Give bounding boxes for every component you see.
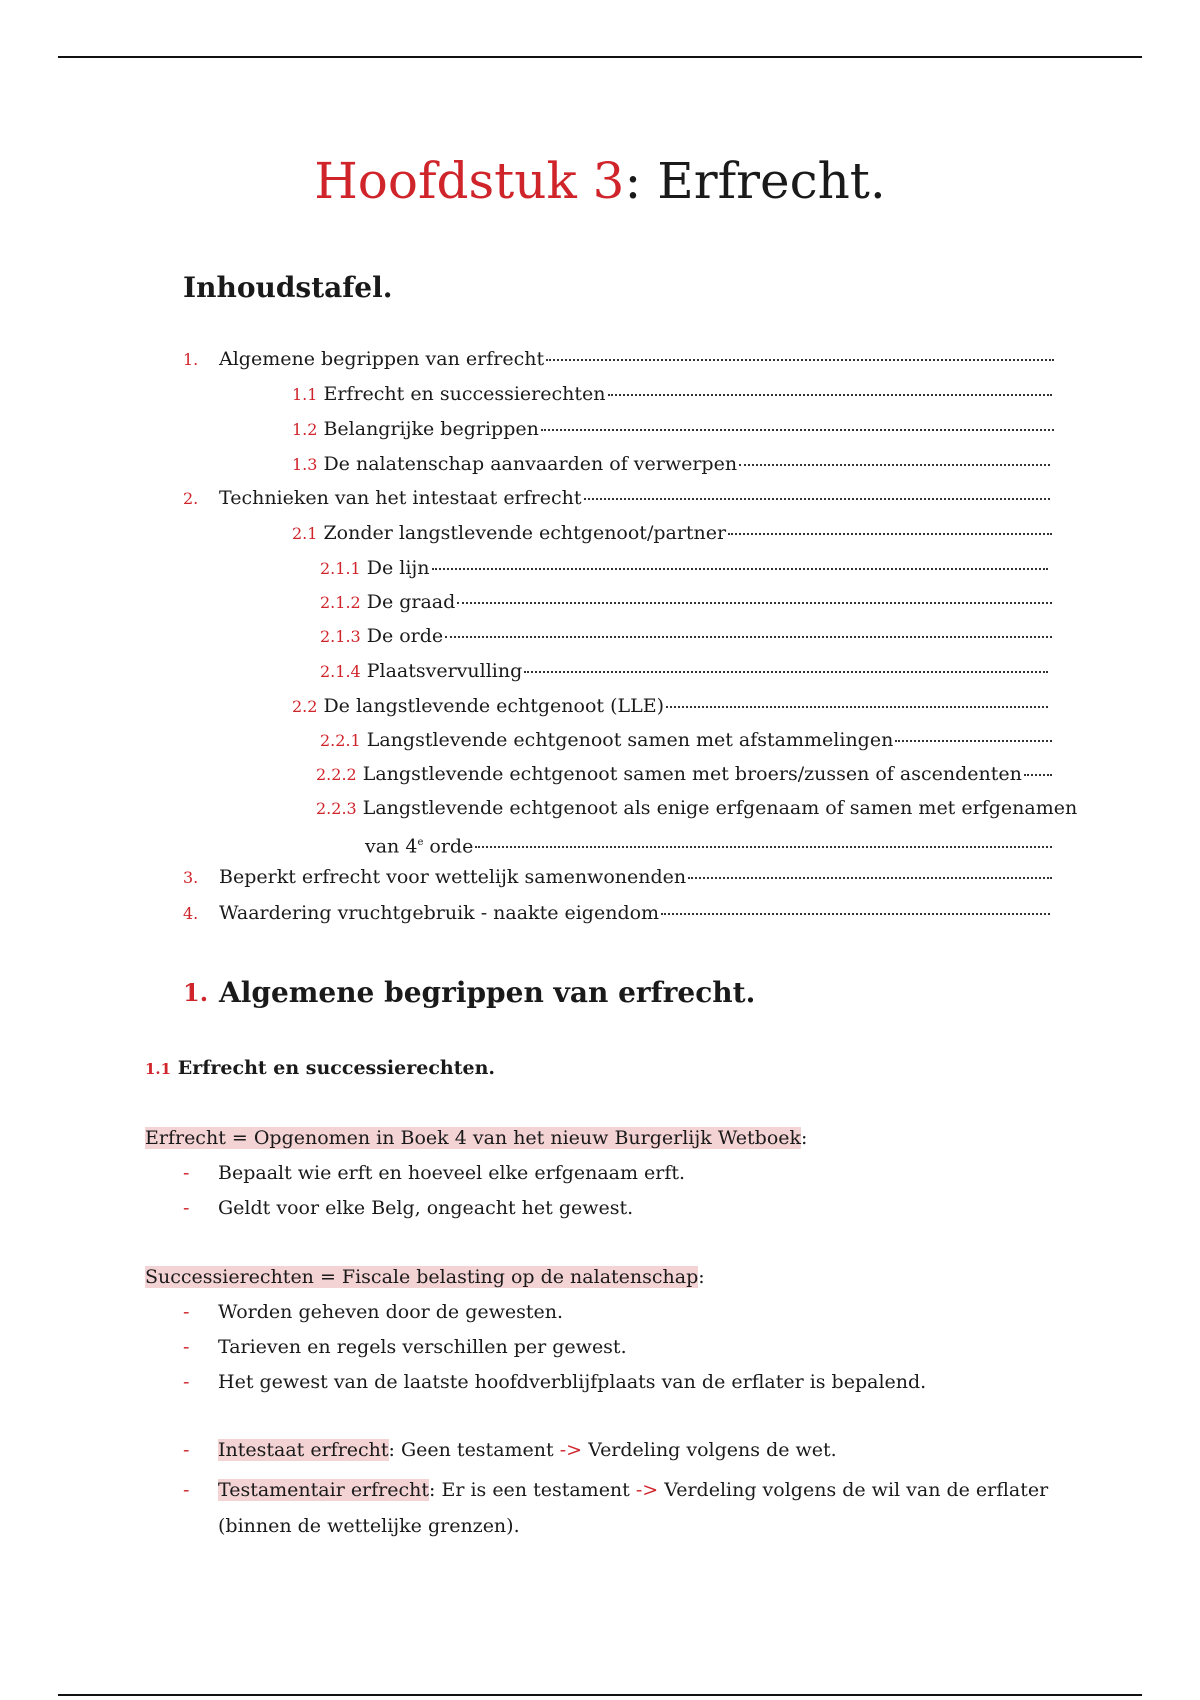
list-item-testamentair: - Testamentair erfrecht: Er is een testament -> Verdeling volgens de wil van de erflater (binnen de wettelijke grenzen). [183,1479,1049,1537]
toc-item[interactable]: 2.2.2 Langstlevende echtgenoot samen met broers/zussen of ascendenten [316,761,1052,788]
erfrecht-list [183,1160,1063,1230]
toc-item[interactable]: 3. Beperkt erfrecht voor wettelijk samenwonenden [183,864,1052,891]
erfrecht-definition: Erfrecht = Opgenomen in Boek 4 van het nieuw Burgerlijk Wetboek: [145,1127,808,1149]
toc-item[interactable]: 1.1 Erfrecht en successierechten [292,381,1052,408]
toc-heading: Inhoudstafel. [183,271,393,304]
successierechten-list [183,1299,1063,1404]
toc-item[interactable]: 2.1.1 De lijn [320,555,1048,582]
list-item: - Worden geheven door de gewesten. [183,1301,564,1323]
top-rule [58,56,1142,58]
list-item: - Bepaalt wie erft en hoeveel elke erfgenaam erft. [183,1162,686,1184]
toc-item[interactable]: 2.1.2 De graad [320,589,1052,616]
section-heading: 1. Algemene begrippen van erfrecht. [183,976,756,1009]
toc-item[interactable]: 2.2.3 Langstlevende echtgenoot als enige erfgenaam of samen met erfgenamen [316,797,1078,819]
bottom-rule [58,1694,1142,1696]
toc-item[interactable]: 1. Algemene begrippen van erfrecht [183,346,1054,373]
list-item: - Geldt voor elke Belg, ongeacht het gewest. [183,1197,634,1219]
title-chapter: Hoofdstuk 3 [314,152,625,210]
page-title [0,150,1200,212]
toc-item[interactable]: 1.3 De nalatenschap aanvaarden of verwerpen [292,451,1050,478]
toc-item[interactable]: 4. Waardering vruchtgebruik - naakte eigendom [183,900,1050,927]
title-subject: : Erfrecht. [624,152,886,210]
toc-item[interactable]: 2.1 Zonder langstlevende echtgenoot/partner [292,520,1052,547]
list-item: - Tarieven en regels verschillen per gewest. [183,1336,627,1358]
toc-item-continued[interactable]: van 4e orde [365,830,1052,859]
list-item-intestaat: - Intestaat erfrecht: Geen testament -> Verdeling volgens de wet. [183,1439,837,1461]
toc-item[interactable]: 2.2 De langstlevende echtgenoot (LLE) [292,693,1048,720]
list-item: - Het gewest van de laatste hoofdverblijfplaats van de erflater is bepalend. [183,1371,927,1393]
subsection-heading: 1.1 Erfrecht en successierechten. [145,1057,496,1079]
erfrecht-types-list [183,1437,1063,1553]
successierechten-definition: Successierechten = Fiscale belasting op de nalatenschap: [145,1266,705,1288]
toc-item[interactable]: 2.1.4 Plaatsvervulling [320,658,1048,685]
toc-item[interactable]: 2. Technieken van het intestaat erfrecht [183,485,1050,512]
toc-item[interactable]: 1.2 Belangrijke begrippen [292,416,1054,443]
toc-item[interactable]: 2.2.1 Langstlevende echtgenoot samen met afstammelingen [320,727,1052,754]
toc-item[interactable]: 2.1.3 De orde [320,623,1052,650]
